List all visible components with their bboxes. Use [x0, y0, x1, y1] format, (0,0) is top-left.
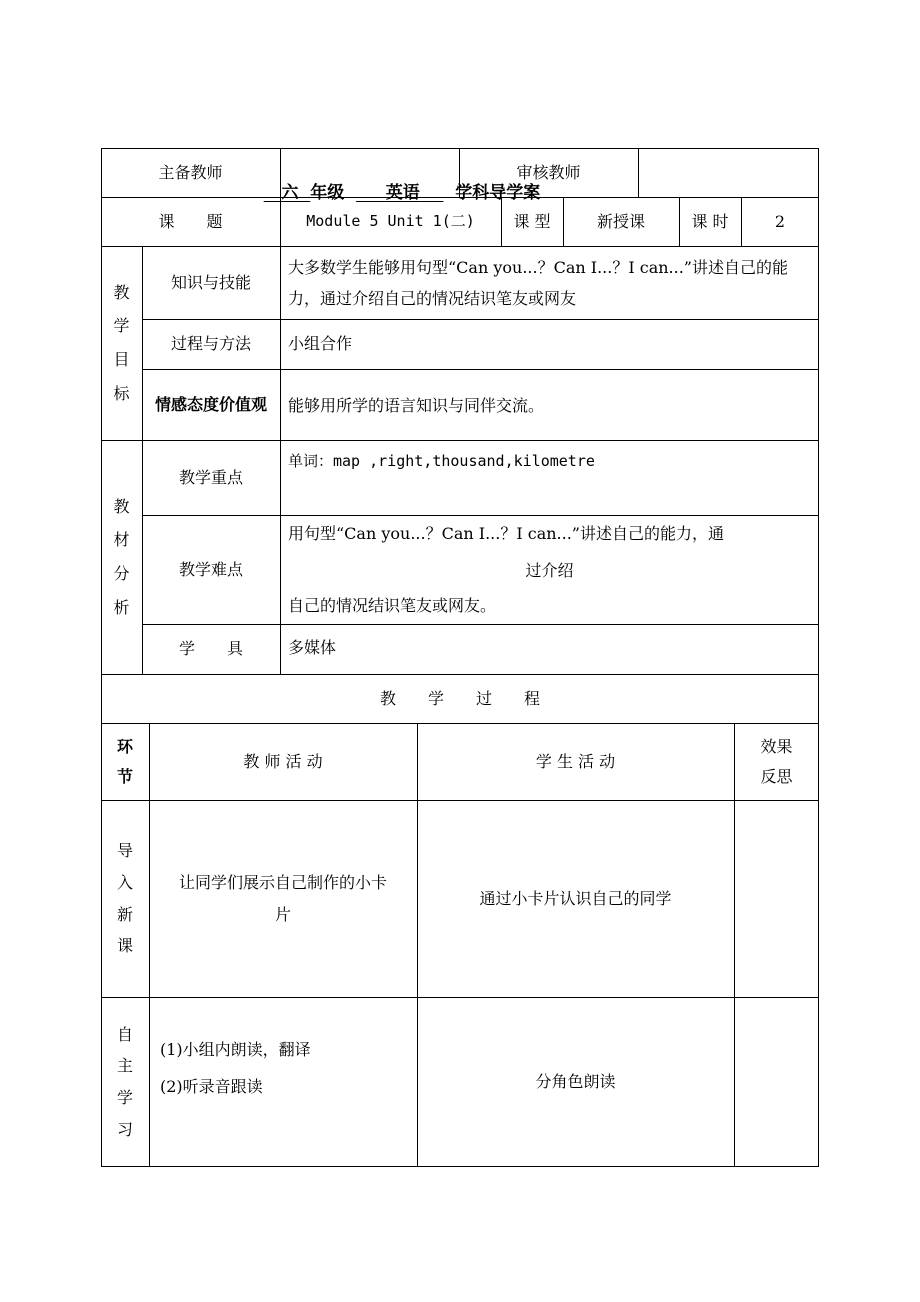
key-points-text: 单词：map ,right,thousand,kilometre — [288, 452, 595, 470]
topic-value: Module 5 Unit 1(二) — [306, 212, 475, 231]
teacher-activity-line: (1)小组内朗读，翻译 — [160, 1040, 311, 1059]
knowledge-skills-label: 知识与技能 — [170, 272, 251, 292]
teacher-activity-line: (2)听录音跟读 — [160, 1077, 263, 1096]
col-stage-header: 环 节 — [116, 736, 133, 786]
tools-text: 多媒体 — [288, 638, 337, 657]
review-teacher-value[interactable] — [638, 148, 819, 197]
tools-label: 学 具 — [178, 639, 243, 658]
difficulty-line-1: 用句型“Can you...？Can I...？I can...”讲述自己的能力，通 — [288, 524, 724, 543]
stage-intro: 导 入 新 课 — [116, 841, 133, 956]
col-student-header: 学 生 活 动 — [535, 751, 616, 771]
title-grade: 六 — [281, 183, 299, 203]
class-hours-label: 课 时 — [691, 211, 729, 231]
student-activity-intro: 通过小卡片认识自己的同学 — [479, 888, 672, 908]
teacher-activity-line: 片 — [274, 904, 291, 924]
process-methods-text: 小组合作 — [288, 334, 353, 353]
attitude-values-label: 情感态度价值观 — [154, 394, 267, 414]
attitude-values-text: 能够用所学的语言知识与同伴交流。 — [288, 396, 545, 415]
key-points-label: 教学重点 — [178, 467, 243, 487]
topic-label: 课 题 — [158, 211, 223, 231]
stage-self-study: 自 主 学 习 — [116, 1024, 133, 1139]
process-methods-label: 过程与方法 — [170, 334, 251, 353]
title-subject: 英语 — [385, 183, 420, 203]
difficulty-label: 教学难点 — [178, 559, 243, 579]
review-teacher-label: 审核教师 — [516, 162, 581, 182]
title-doc-type: 学科导学案 — [455, 183, 541, 203]
difficulty-line-3: 自己的情况结识笔友或网友。 — [288, 596, 497, 615]
knowledge-skills-text: 大多数学生能够用句型“Can you...？Can I...？I can...”讲述自己的能力，通过介绍自己的情况结识笔友或网友 — [288, 258, 788, 308]
difficulty-line-2: 过介绍 — [525, 561, 574, 580]
analysis-group-label: 教 材 分 析 — [113, 496, 130, 617]
lesson-type-label: 课 型 — [513, 211, 551, 231]
student-activity-self-study: 分角色朗读 — [535, 1072, 616, 1091]
lead-teacher-label: 主备教师 — [158, 162, 223, 182]
objectives-group-label: 教 学 目 标 — [113, 282, 130, 403]
title-grade-suffix: 年级 — [310, 183, 345, 203]
teacher-activity-self-study — [160, 1031, 311, 1105]
reflection-self-study[interactable] — [734, 997, 819, 1167]
class-hours-value: 2 — [774, 211, 786, 231]
reflection-intro[interactable] — [734, 800, 819, 997]
lead-teacher-value[interactable] — [280, 148, 459, 197]
teacher-activity-line: 让同学们展示自己制作的小卡 — [178, 872, 387, 892]
col-teacher-header: 教 师 活 动 — [243, 751, 323, 771]
col-reflect-header: 效果 反思 — [760, 736, 793, 786]
teacher-activity-intro — [149, 800, 417, 997]
process-heading: 教 学 过 程 — [379, 688, 540, 708]
lesson-type-value: 新授课 — [596, 211, 645, 231]
